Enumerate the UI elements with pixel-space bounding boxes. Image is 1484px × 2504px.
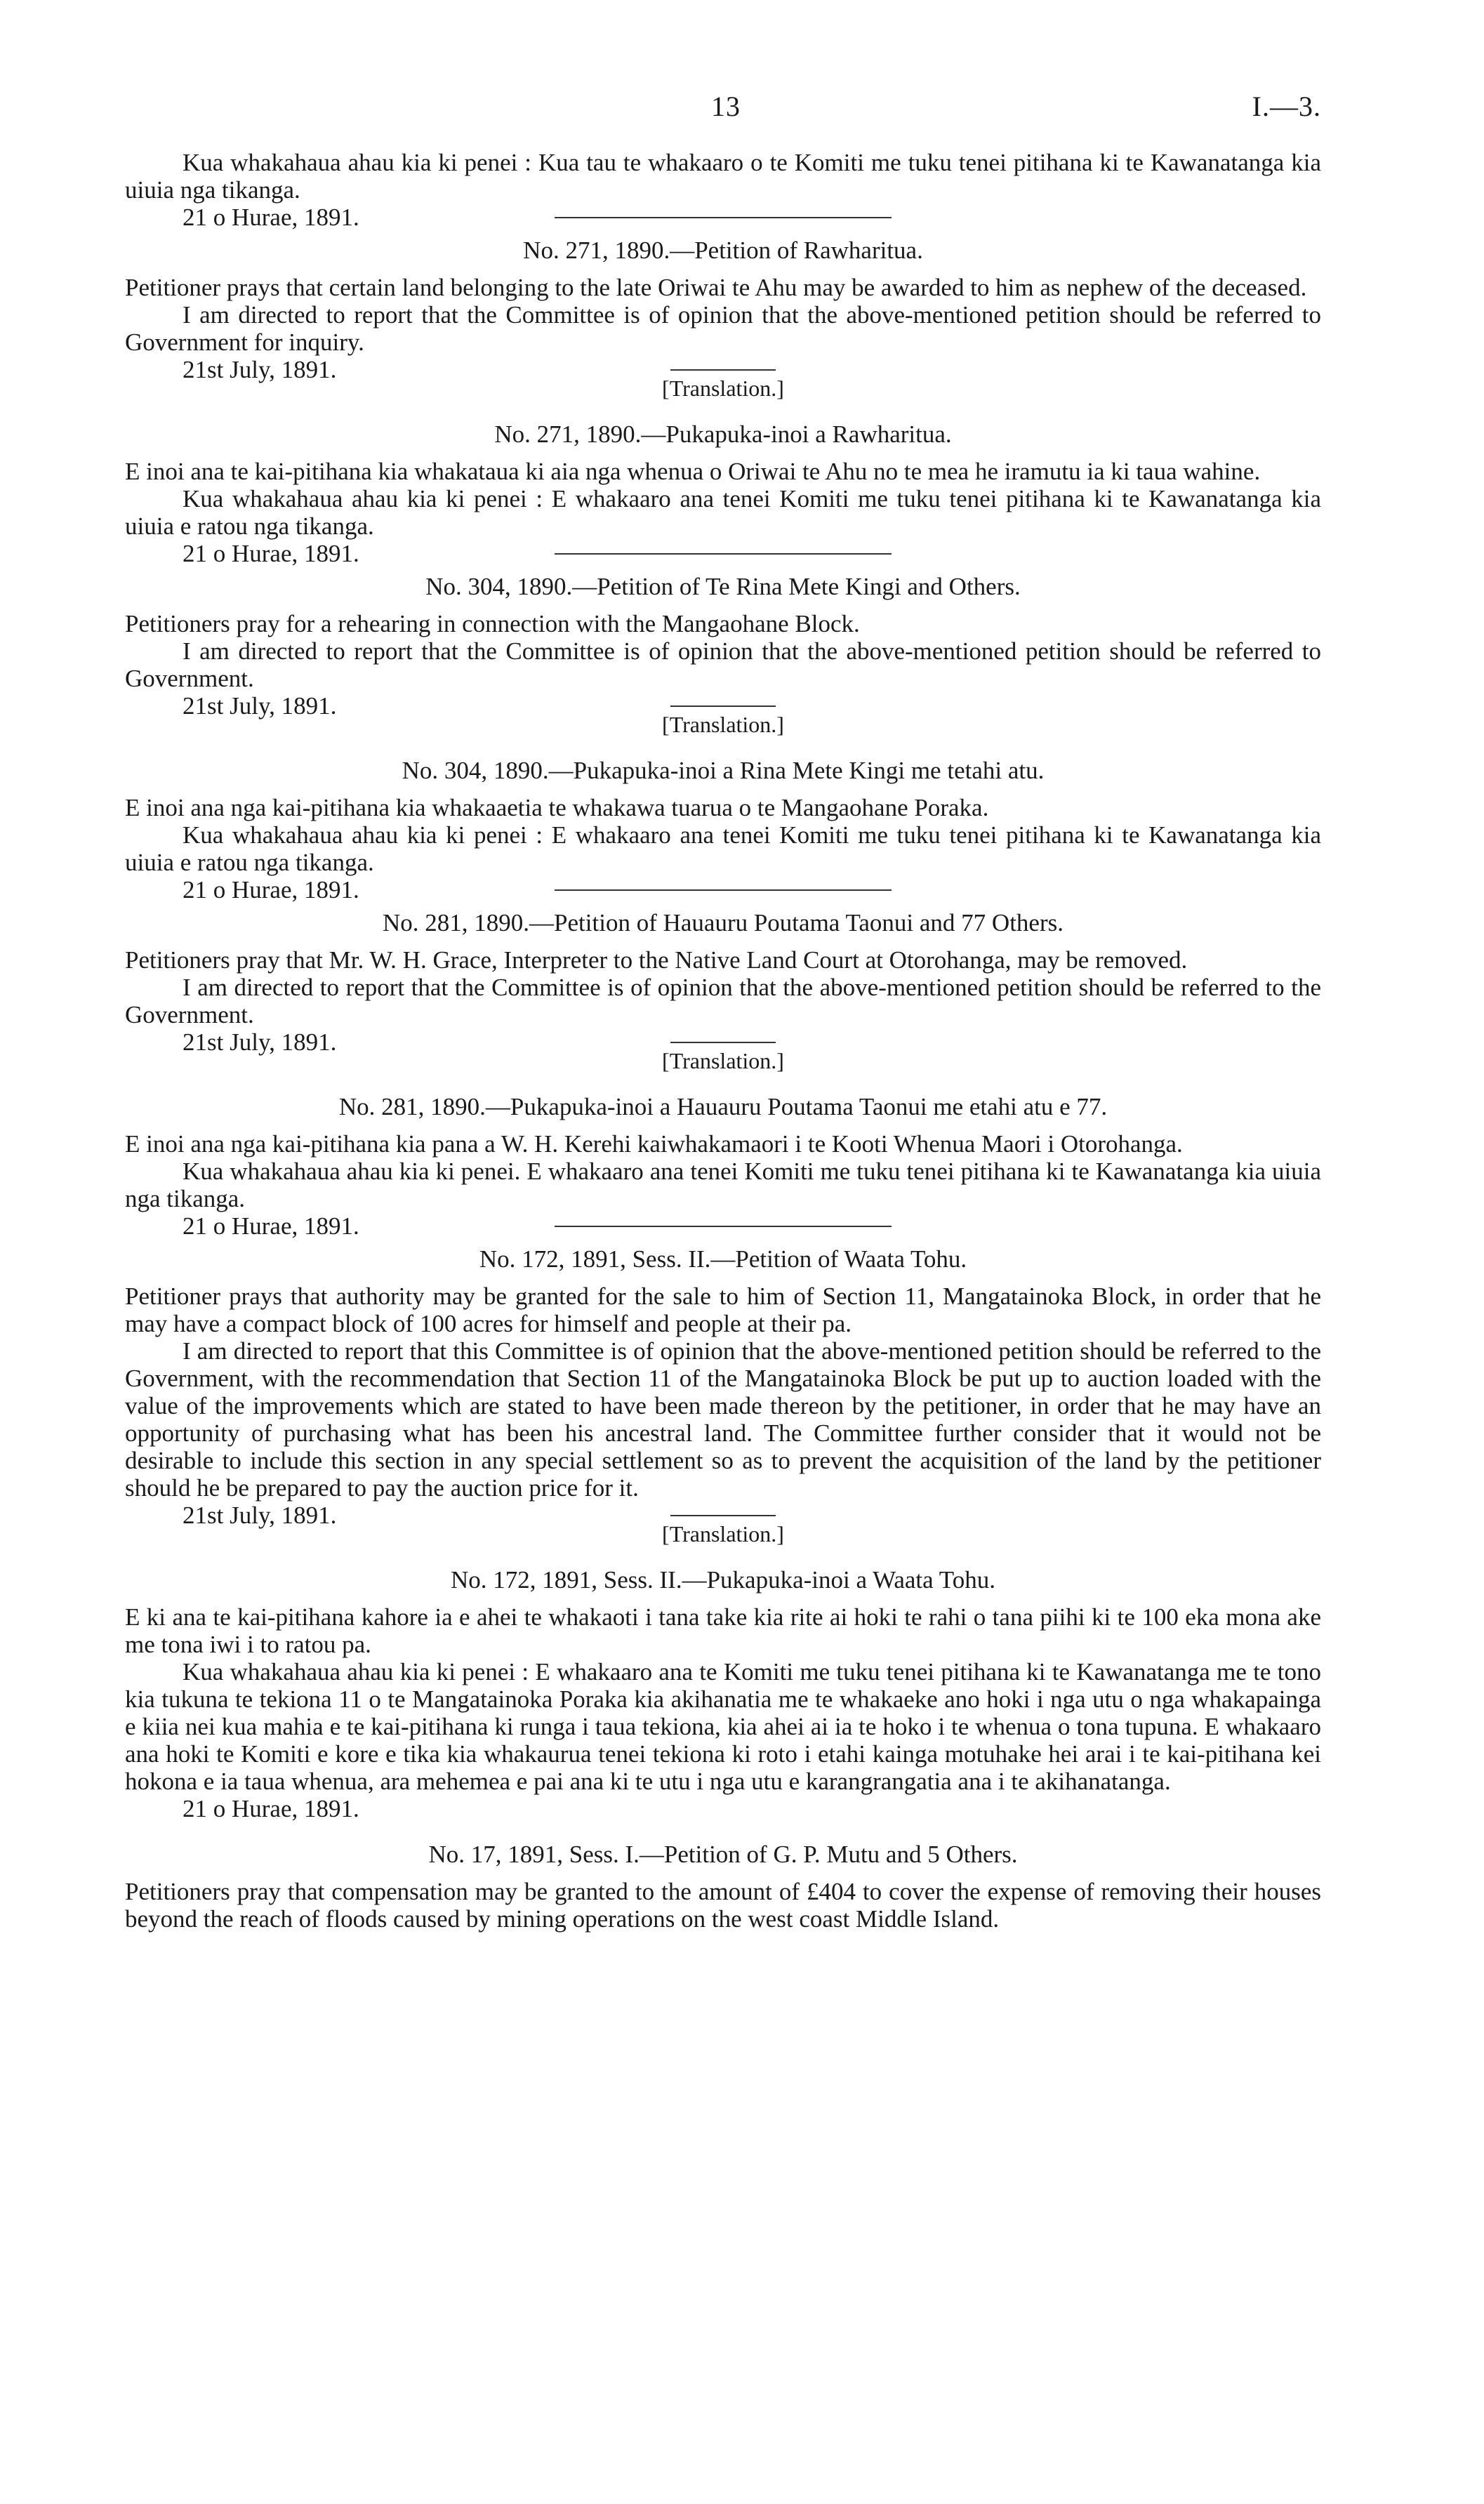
petition-title: No. 271, 1890.—Pukapuka-inoi a Rawharitua. bbox=[494, 420, 952, 448]
petition-title: No. 172, 1891, Sess. II.—Pukapuka-inoi a Waata Tohu. bbox=[451, 1566, 995, 1594]
petition-title: No. 304, 1890.—Pukapuka-inoi a Rina Mete Kingi me tetahi atu. bbox=[402, 757, 1045, 784]
petition-title: No. 304, 1890.—Petition of Te Rina Mete Kingi and Others. bbox=[425, 573, 1021, 600]
report-paragraph: Kua whakahaua ahau kia ki penei : E whakaaro ana tenei Komiti me tuku tenei pitihana ki te Kawanatanga kia uiuia e ratou nga tikanga. bbox=[125, 821, 1321, 876]
section-divider bbox=[670, 1042, 776, 1043]
report-date: 21st July, 1891. bbox=[183, 692, 337, 720]
petition-summary: Petitioners pray that Mr. W. H. Grace, Interpreter to the Native Land Court at Otorohanga, may be removed. bbox=[125, 946, 1188, 974]
section-divider bbox=[555, 1226, 892, 1227]
report-date: 21 o Hurae, 1891. bbox=[183, 1212, 359, 1240]
report-paragraph: Kua whakahaua ahau kia ki penei : E whakaaro ana tenei Komiti me tuku tenei pitihana ki te Kawanatanga kia uiuia e ratou nga tikanga. bbox=[125, 485, 1321, 540]
report-date: 21st July, 1891. bbox=[183, 1502, 337, 1529]
section-divider bbox=[555, 889, 892, 891]
petition-summary: E inoi ana nga kai-pitihana kia pana a W. H. Kerehi kaiwhakamaori i te Kooti Whenua Maori i Otorohanga. bbox=[125, 1130, 1183, 1158]
section-divider bbox=[670, 706, 776, 707]
petition-summary: Petitioner prays that certain land belonging to the late Oriwai te Ahu may be awarded to him as nephew of the deceased. bbox=[125, 274, 1307, 301]
report-date: 21 o Hurae, 1891. bbox=[183, 204, 359, 231]
report-paragraph: I am directed to report that the Committee is of opinion that the above-mentioned petition should be referred to Government. bbox=[125, 637, 1321, 692]
report-paragraph: I am directed to report that the Committee is of opinion that the above-mentioned petition should be referred to the Government. bbox=[125, 974, 1321, 1028]
petition-title: No. 281, 1890.—Pukapuka-inoi a Hauauru Poutama Taonui me etahi atu e 77. bbox=[338, 1093, 1108, 1120]
section-divider bbox=[555, 553, 892, 555]
report-paragraph: I am directed to report that the Committee is of opinion that the above-mentioned petition should be referred to Government for inquiry. bbox=[125, 301, 1321, 356]
report-date: 21 o Hurae, 1891. bbox=[183, 876, 359, 903]
petition-summary: Petitioners pray that compensation may be granted to the amount of £404 to cover the expense of removing their houses beyond the reach of floods caused by mining operations on the west coast Middle Island. bbox=[125, 1878, 1321, 1933]
report-paragraph: Kua whakahaua ahau kia ki penei. E whakaaro ana tenei Komiti me tuku tenei pitihana ki te Kawanatanga kia uiuia nga tikanga. bbox=[125, 1158, 1321, 1212]
report-paragraph: Kua whakahaua ahau kia ki penei : Kua tau te whakaaro o te Komiti me tuku tenei pitihana ki te Kawanatanga kia uiuia nga tikanga. bbox=[125, 149, 1321, 204]
report-paragraph: Kua whakahaua ahau kia ki penei : E whakaaro ana te Komiti me tuku tenei pitihana ki te Kawanatanga me te tono kia tukuna te tekiona 11 o te Mangatainoka Poraka kia akihanatia me te whakaeke ano hoki i nga utu o nga whakapainga e kiia nei kua mahia e te kai-pitihana ki runga i taua tekiona, kia ahei ai ia te hoko i te whenua o tona tupuna. E whakaaro ana hoki te Komiti e kore e tika kia whakaurua tenei tekiona ki roto i etahi kainga motuhake hei arai i te kai-pitihana kei hokona e ia taua whenua, ara mehemea e pai ana ki te utu i nga utu e karangrangatia ana i te akihanatanga. bbox=[125, 1658, 1321, 1795]
petition-summary: E inoi ana nga kai-pitihana kia whakaaetia te whakawa tuarua o te Mangaohane Poraka. bbox=[125, 794, 989, 821]
report-date: 21st July, 1891. bbox=[183, 1028, 337, 1056]
translation-label: [Translation.] bbox=[662, 1521, 784, 1546]
petition-title: No. 281, 1890.—Petition of Hauauru Poutama Taonui and 77 Others. bbox=[383, 909, 1064, 936]
section-divider bbox=[555, 217, 892, 218]
petition-summary: Petitioner prays that authority may be granted for the sale to him of Section 11, Mangatainoka Block, in order that he may have a compact block of 100 acres for himself and people at their pa. bbox=[125, 1283, 1321, 1337]
report-paragraph: I am directed to report that this Committee is of opinion that the above-mentioned petition should be referred to the Government, with the recommendation that Section 11 of the Mangatainoka Block be put up to auction loaded with the value of the improvements which are stated to have been made thereon by the petitioner, in order that he may have an opportunity of purchasing what has been his ancestral land. The Committee further consider that it would not be desirable to include this section in any special settlement so as to prevent the acquisition of the land by the petitioner should he be prepared to pay the auction price for it. bbox=[125, 1337, 1321, 1502]
petition-title: No. 172, 1891, Sess. II.—Petition of Waata Tohu. bbox=[479, 1245, 967, 1273]
petition-title: No. 271, 1890.—Petition of Rawharitua. bbox=[523, 237, 923, 264]
page-number: 13 bbox=[711, 91, 741, 122]
petition-title: No. 17, 1891, Sess. I.—Petition of G. P. Mutu and 5 Others. bbox=[428, 1841, 1018, 1868]
petition-summary: E inoi ana te kai-pitihana kia whakataua ki aia nga whenua o Oriwai te Ahu no te mea he iramutu ia ki taua wahine. bbox=[125, 458, 1261, 485]
document-body bbox=[125, 149, 1321, 1933]
translation-label: [Translation.] bbox=[662, 376, 784, 401]
paper-reference: I.—3. bbox=[1252, 91, 1321, 122]
report-date: 21st July, 1891. bbox=[183, 356, 337, 383]
section-divider bbox=[670, 369, 776, 371]
petition-summary: Petitioners pray for a rehearing in connection with the Mangaohane Block. bbox=[125, 610, 860, 637]
section-divider bbox=[670, 1515, 776, 1516]
translation-label: [Translation.] bbox=[662, 712, 784, 737]
translation-label: [Translation.] bbox=[662, 1048, 784, 1073]
petition-summary: E ki ana te kai-pitihana kahore ia e ahei te whakaoti i tana take kia rite ai hoki te rahi o tana piihi ki te 100 eka mona ake me tona iwi i to ratou pa. bbox=[125, 1603, 1321, 1658]
report-date: 21 o Hurae, 1891. bbox=[183, 1795, 359, 1822]
report-date: 21 o Hurae, 1891. bbox=[183, 540, 359, 567]
